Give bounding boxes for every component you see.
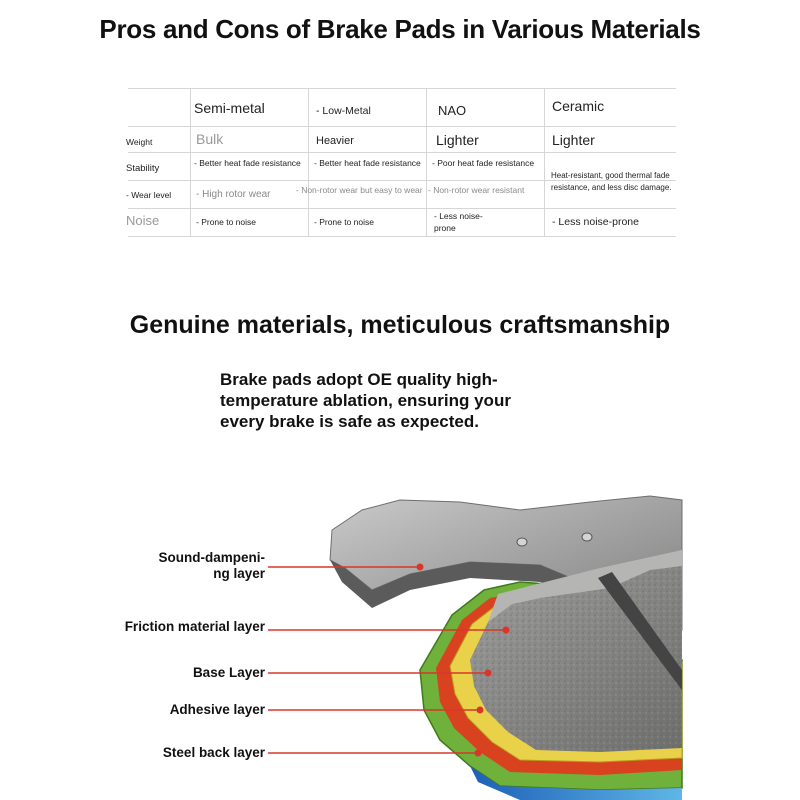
table-cell: - Less noise-prone: [434, 211, 483, 233]
table-cell: - Better heat fade resistance: [194, 158, 301, 168]
table-cell: - Poor heat fade resistance: [432, 158, 535, 168]
header-low-metal: - Low-Metal: [316, 105, 371, 117]
row-label-wear-level: - Wear level: [126, 190, 172, 200]
pointer-dot: [475, 750, 482, 757]
table-cell: - Non-rotor wear but easy to wear: [296, 185, 423, 195]
brake-pad-diagram: [0, 470, 800, 800]
table-rule: [426, 88, 427, 236]
comparison-table: [120, 88, 676, 236]
table-rule: [128, 152, 676, 153]
table-rule: [128, 126, 676, 127]
table-cell: Heat-resistant, good thermal fade resistance, and less disc damage.: [551, 171, 672, 192]
row-label-noise: Noise: [126, 213, 160, 228]
table-cell: - Non-rotor wear resistant: [428, 185, 525, 195]
table-rule: [544, 88, 545, 236]
description-text: Brake pads adopt OE quality high-temperature ablation, ensuring your every brake is safe as expected.: [220, 370, 511, 431]
table-rule: [128, 236, 676, 237]
label-steel-back-layer: Steel back layer: [162, 745, 265, 760]
section-heading: Genuine materials, meticulous craftsmanship: [129, 311, 671, 339]
header-ceramic: Ceramic: [552, 98, 605, 114]
table-rule: [190, 88, 191, 236]
table-cell: Lighter: [436, 132, 479, 148]
header-semi-metal: Semi-metal: [194, 100, 265, 116]
row-label-weight: Weight: [126, 137, 153, 147]
table-rule: [128, 208, 676, 209]
label-base-layer: Base Layer: [192, 665, 265, 680]
table-cell: Heavier: [316, 135, 354, 147]
table-cell: - Less noise-prone: [552, 216, 639, 228]
table-cell: Lighter: [552, 132, 595, 148]
table-rule: [308, 88, 309, 236]
table-cell: Bulk: [196, 131, 224, 147]
page-title: Pros and Cons of Brake Pads in Various Materials: [99, 14, 701, 44]
pointer-dot: [417, 564, 424, 571]
pointer-dot: [485, 670, 492, 677]
table-cell: - Prone to noise: [314, 217, 375, 227]
header-nao: NAO: [438, 103, 467, 118]
rivet-icon: [582, 533, 592, 541]
pointer-dot: [477, 707, 484, 714]
table-cell: - Prone to noise: [196, 217, 257, 227]
table-cell: - Better heat fade resistance: [314, 158, 421, 168]
label-line: ng layer: [213, 566, 265, 581]
label-adhesive-layer: Adhesive layer: [169, 702, 265, 717]
row-label-stability: Stability: [126, 163, 160, 174]
label-line: Sound-dampeni-: [158, 550, 265, 565]
label-friction-material-layer: Friction material layer: [124, 619, 265, 634]
pointer-dot: [503, 627, 510, 634]
table-cell: - High rotor wear: [196, 189, 271, 200]
rivet-icon: [517, 538, 527, 546]
table-rule: [128, 88, 676, 89]
